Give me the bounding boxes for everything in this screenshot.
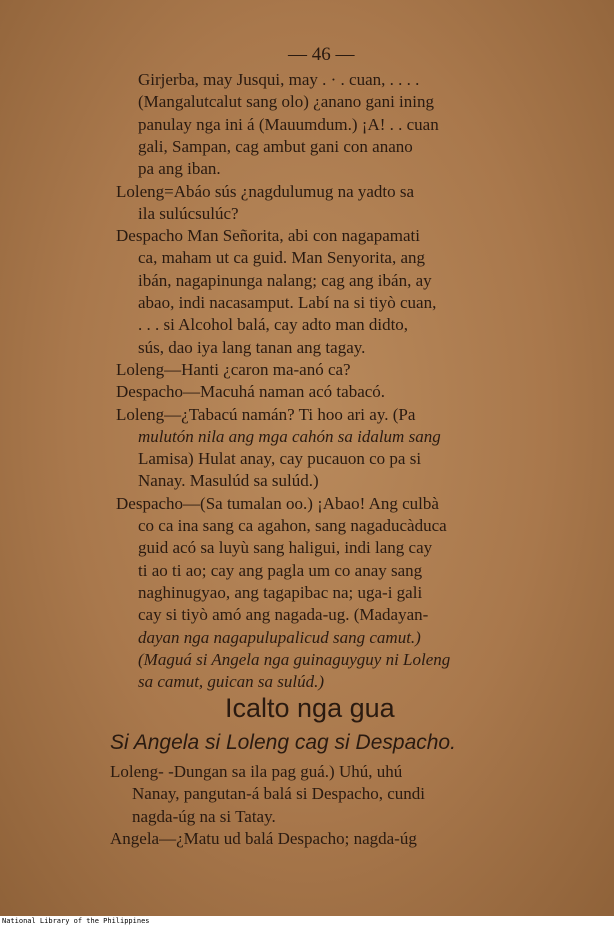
text-line: co ca ina sang ca agahon, sang nagaducàduca [138,516,447,535]
text-line: Despacho Man Señorita, abi con nagapamati [116,226,421,246]
scene-characters: Si Angela si Loleng cag si Despacho. [110,731,456,754]
text-line: Despacho—Macuhá naman acó tabacó. [116,382,386,402]
text-line: . . . si Alcohol balá, cay adto man didto, [138,315,409,335]
text-line: ti ao ti ao; cay ang pagla um co anay sang [138,560,423,580]
text-line: sús, dao iya lang tanan ang tagay. [138,337,366,357]
text-line: pa ang iban. [138,159,221,179]
text-line: panulay nga ini á (Mauumdum.) ¡A! . . cuan [138,114,439,134]
text-line: ibán, nagapinunga nalang; cag ang ibán, ay [138,270,432,290]
text-line: gali, Sampan, cag ambut gani con anano [138,136,413,156]
page-number: — 46 — [288,44,355,65]
text-line: ila sulúcsulúc? [138,203,239,223]
text-line: Loleng—¿Tabacú namán? Ti hoo ari ay. (Pa [116,404,416,424]
text-line: guid acó sa luyù sang haligui, indi lang cay [138,538,433,558]
text-line: Loleng=Abáo sús ¿nagdulumug na yadto sa [116,181,415,201]
text-line: sa camut, guican sa sulúd.) [138,672,325,692]
text-line: Girjerba, may Jusqui, may . · . cuan, . . . . [138,70,420,89]
text-line: Nanay. Masulúd sa sulúd.) [138,471,319,491]
text-line: Nanay, pangutan-á balá si Despacho, cundi [132,784,425,804]
text-line: cay si tiyò amó ang nagada-ug. (Madayan- [138,605,429,625]
text-line: naghinugyao, ang tagapibac na; uga-i gali [138,582,423,602]
text-line: Angela—¿Matu ud balá Despacho; nagda-úg [110,828,417,848]
text-line: Despacho—(Sa tumalan oo.) ¡Abao! Ang culbà [116,493,439,513]
text-line: dayan nga nagapulupalicud sang camut.) [138,627,421,647]
text-line: Loleng- -Dungan sa ila pag guá.) Uhú, uhú [110,762,403,781]
text-line: (Maguá si Angela nga guinaguyguy ni Loleng [138,649,451,669]
text-line: abao, indi nacasamput. Labí na si tiyò cuan, [138,293,437,312]
text-line: mulutón nila ang mga cahón sa idalum sang [138,426,441,446]
text-line: Loleng—Hanti ¿caron ma-anó ca? [116,359,351,379]
text-line: ca, maham ut ca guid. Man Senyorita, ang [138,248,426,268]
text-line: Lamisa) Hulat anay, cay pucauon co pa si [138,449,422,469]
scene-heading: Icalto nga gua [225,693,395,723]
text-line: (Mangalutcalut sang olo) ¿anano gani ining [138,92,434,112]
library-credit: National Library of the Philippines [2,917,150,925]
text-line: nagda-úg na si Tatay. [132,806,276,826]
